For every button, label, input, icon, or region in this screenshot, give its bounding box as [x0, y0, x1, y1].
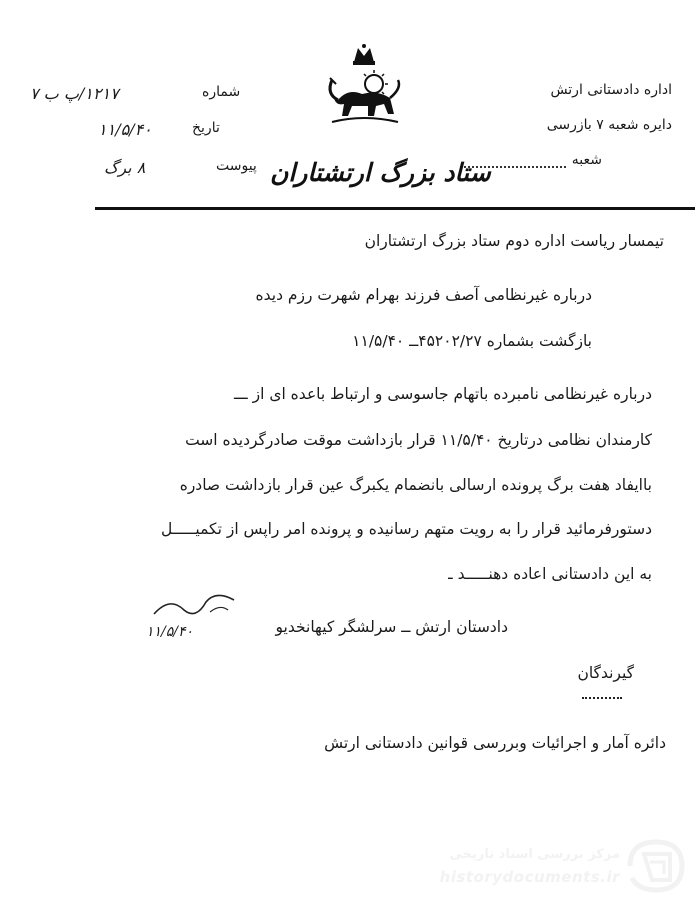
paragraph-line: به این دادستانی اعاده دهنـــــد ـ: [448, 565, 652, 583]
letter-number-label: شماره: [202, 84, 241, 100]
subject-line: درباره غیرنظامی آصف فرزند بهرام شهرت رزم دیده: [255, 286, 592, 304]
watermark-url: historydocuments.ir: [439, 868, 620, 886]
letter-date-label: تاریخ: [192, 120, 220, 136]
recipients-line: دائره آمار و اجرائیات وبررسی قوانین دادستانی ارتش: [324, 734, 666, 752]
archive-logo-icon: [624, 836, 688, 896]
header-rule: [95, 207, 695, 210]
signature-scribble: [150, 590, 240, 620]
letter-number-value: ۱۲۱۷/پ ب ۷: [30, 84, 119, 103]
department-label: دایره شعبه ۷ بازرسی: [546, 117, 672, 133]
paragraph-line: دستورفرمائید قرار را به رویت متهم رسانیده و پرونده امر راپس از تکمیـــــل: [160, 520, 652, 538]
paragraph-line: باایفاد هفت برگ پرونده ارسالی بانضمام یکبرگ عین قرار بازداشت صادره: [179, 476, 652, 494]
attachment-label: پیوست: [216, 158, 257, 174]
reference-line: بازگشت بشماره ۴۵۲۰۲/۲۷ــ ۱۱/۵/۴۰: [352, 332, 592, 350]
signature-line: دادستان ارتش ــ سرلشگر کیهانخدیو: [275, 618, 508, 636]
watermark-name: مرکز بررسی اسناد تاریخی: [449, 847, 620, 862]
attachment-value: ۸ برگ: [104, 158, 146, 177]
paragraph-line: کارمندان نظامی درتاریخ ۱۱/۵/۴۰ قرار بازداشت موقت صادرگردیده است: [185, 431, 652, 449]
office-label: اداره دادستانی ارتش: [550, 82, 672, 98]
recipients-underline: [582, 697, 622, 699]
paragraph-line: درباره غیرنظامی نامبرده باتهام جاسوسی و ارتباط باعده ای از ـــ: [234, 385, 652, 403]
recipients-heading: گیرندگان: [577, 664, 634, 682]
signature-date: ۱۱/۵/۴۰: [146, 624, 194, 640]
letter-date-value: ۱۱/۵/۴۰: [98, 120, 152, 139]
letterhead-title: ستاد بزرگ ارتشتاران: [270, 158, 491, 187]
addressee-line: تیمسار ریاست اداره دوم ستاد بزرگ ارتشتاران: [364, 232, 664, 250]
lion-and-sun-emblem: [318, 40, 410, 132]
section-label: شعبه: [571, 152, 602, 168]
